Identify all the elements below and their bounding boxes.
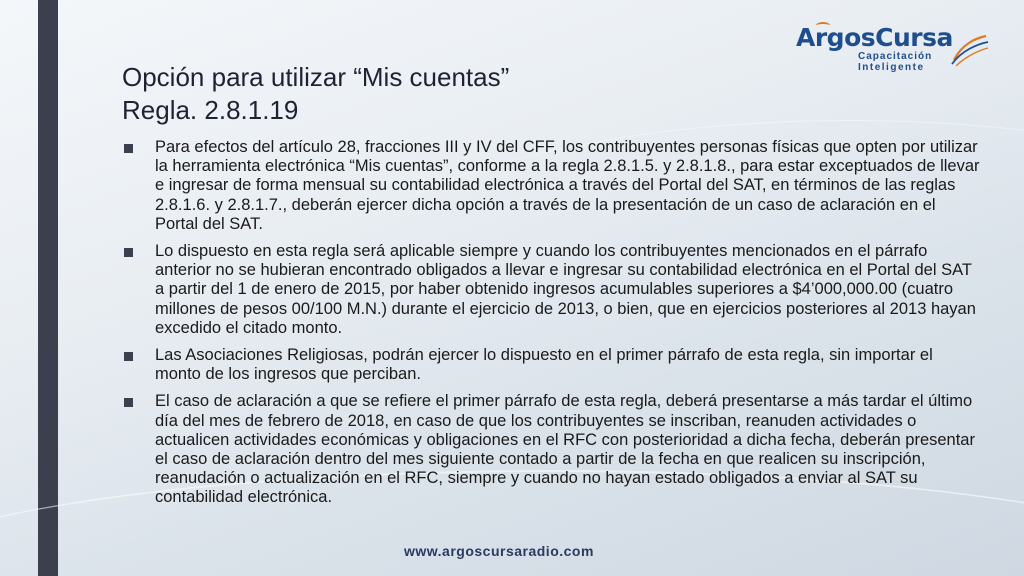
list-item [122,392,982,507]
logo-tagline-line1: Capacitación [858,51,933,62]
square-bullet-icon [124,398,133,407]
bullet-text: Las Asociaciones Religiosas, podrán ejercer lo dispuesto en el primer párrafo de esta regla, sin importar el monto de los ingresos que perciban. [155,346,933,384]
list-item [122,346,982,384]
left-accent-bar [38,0,58,576]
list-item [122,242,982,338]
bullet-text: El caso de aclaración a que se refiere el primer párrafo de esta regla, deberá presentarse a más tardar el último día del mes de febrero de 2018, en caso de que los contribuyentes se inscriban, reanuden actividades o actualicen actividades económicas y obligaciones en el RFC con posterioridad a dicha fecha, deberán presentar el caso de aclaración dentro del mes siguiente contado a partir de la fecha en que realicen su inscripción, reanudación o actualización en el RFC, siempre y cuando no hayan estado obligados a enviar al SAT su contabilidad electrónica. [155,392,975,507]
swirl-logo-icon [950,30,990,70]
square-bullet-icon [124,352,133,361]
logo-wordmark: ArgosCursa [796,23,953,52]
bullet-text: Lo dispuesto en esta regla será aplicable siempre y cuando los contribuyentes mencionados en el párrafo anterior no se hubieran encontrado obligados a llevar e ingresar su contabilidad electrónica en el Portal del SAT a partir del 1 de enero de 2015, por haber obtenido ingresos acumulables superiores a $4’000,000.00 (cuatro millones de pesos 00/100 M.N.) durante el ejercicio de 2013, o bien, que en ejercicios posteriores al 2013 hayan excedido el citado monto. [155,242,976,337]
list-item [122,138,982,234]
square-bullet-icon [124,248,133,257]
slide-title: Opción para utilizar “Mis cuentas” [122,62,510,92]
slide-subtitle: Regla. 2.8.1.19 [122,95,299,125]
square-bullet-icon [124,144,133,153]
argoscursa-logo [790,18,1000,72]
footer-website-link[interactable]: www.argoscursaradio.com [404,543,594,559]
logo-tagline-line2: Inteligente [858,62,925,73]
bullet-text: Para efectos del artículo 28, fracciones III y IV del CFF, los contribuyentes personas físicas que opten por utilizar la herramienta electrónica “Mis cuentas”, conforme a la regla 2.8.1.5. y 2.8.1.8., para estar exceptuados de llevar e ingresar de forma mensual su contabilidad electrónica a través del Portal del SAT, en términos de las reglas 2.8.1.6. y 2.8.1.7., deberán ejercer dicha opción a través de la presentación de un caso de aclaración en el Portal del SAT. [155,138,980,233]
bullet-list [122,138,982,516]
